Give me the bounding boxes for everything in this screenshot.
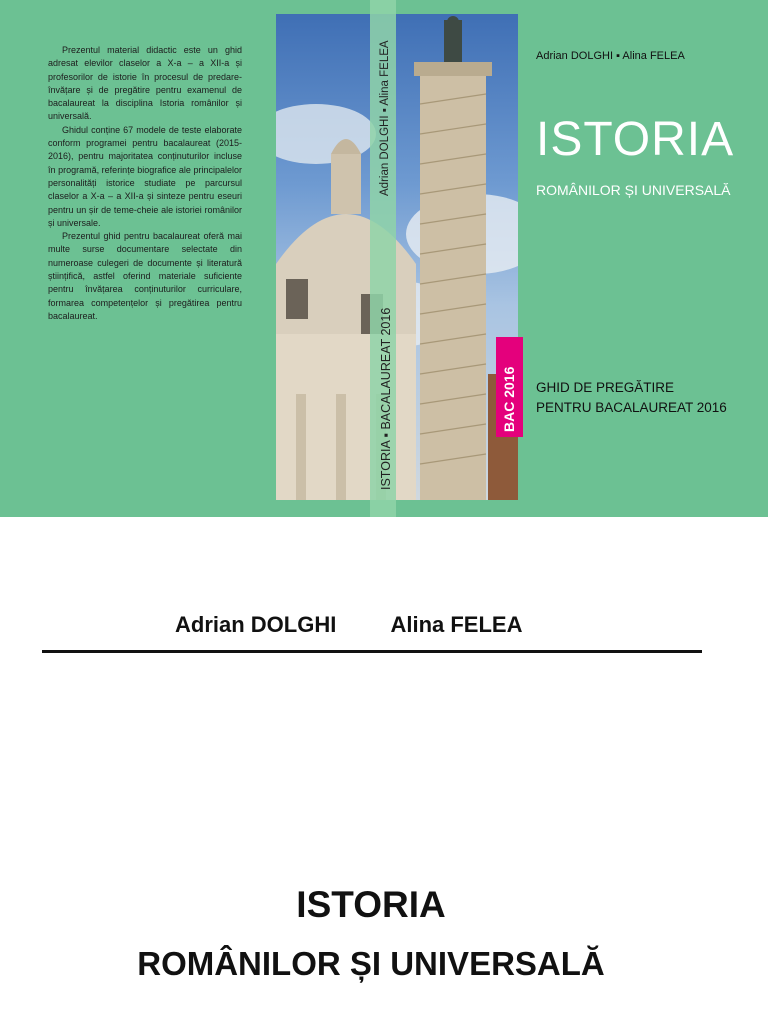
spine-title: ISTORIA ▪ BACALAUREAT 2016 — [379, 307, 393, 490]
back-cover-text — [48, 44, 242, 323]
title-page-subtitle: ROMÂNILOR ȘI UNIVERSALĂ — [137, 945, 605, 982]
divider-rule — [42, 650, 702, 653]
back-paragraph-2: Ghidul conține 67 modele de teste elaborate conform programei pentru bacalaureat (2015-2016), pentru majoritatea conținuturilor incluse în programă, referințe biografice ale principalelor personalități istorice studiate pe parcursul claselor a X-a – a XII-a și sinteze pentru eseuri pentru un șir de teme-cheie ale istoriei românilor și universale. — [48, 124, 242, 228]
front-cover-authors: Adrian DOLGHI ▪ Alina FELEA — [536, 50, 685, 62]
title-page-title: ISTORIA — [296, 884, 446, 925]
spine-authors: Adrian DOLGHI ▪ Alina FELEA — [379, 40, 391, 196]
badge-label: BAC 2016 — [501, 366, 517, 432]
bac-2016-badge — [496, 337, 523, 437]
front-cover-title: ISTORIA — [536, 113, 735, 166]
guide-line-2: PENTRU BACALAUREAT 2016 — [536, 400, 727, 415]
cover-photo-trajan-column — [276, 14, 518, 500]
title-page-authors — [175, 612, 522, 638]
front-cover-guide-text — [536, 378, 727, 418]
front-cover-subtitle: ROMÂNILOR ȘI UNIVERSALĂ — [536, 182, 731, 198]
back-paragraph-1: Prezentul material didactic este un ghid adresat elevilor claselor a X-a – a XII-a și profesorilor de istorie în procesul de predare-învățare și de pregătire pentru examenul de bacalaureat la disciplina Istoria românilor și universală. — [48, 45, 242, 122]
guide-line-1: GHID DE PREGĂTIRE — [536, 380, 675, 395]
column-illustration — [276, 14, 518, 500]
back-paragraph-3: Prezentul ghid pentru bacalaureat oferă mai multe surse documentare selectate din numeroase culegeri de documente și literatură științifică, astfel oferind materiale suficiente pentru învățarea conținuturilor curriculare, formarea competențelor și pregătirea pentru bacalaureat. — [48, 231, 242, 321]
author-2: Alina FELEA — [390, 612, 523, 637]
author-1: Adrian DOLGHI — [175, 612, 337, 637]
